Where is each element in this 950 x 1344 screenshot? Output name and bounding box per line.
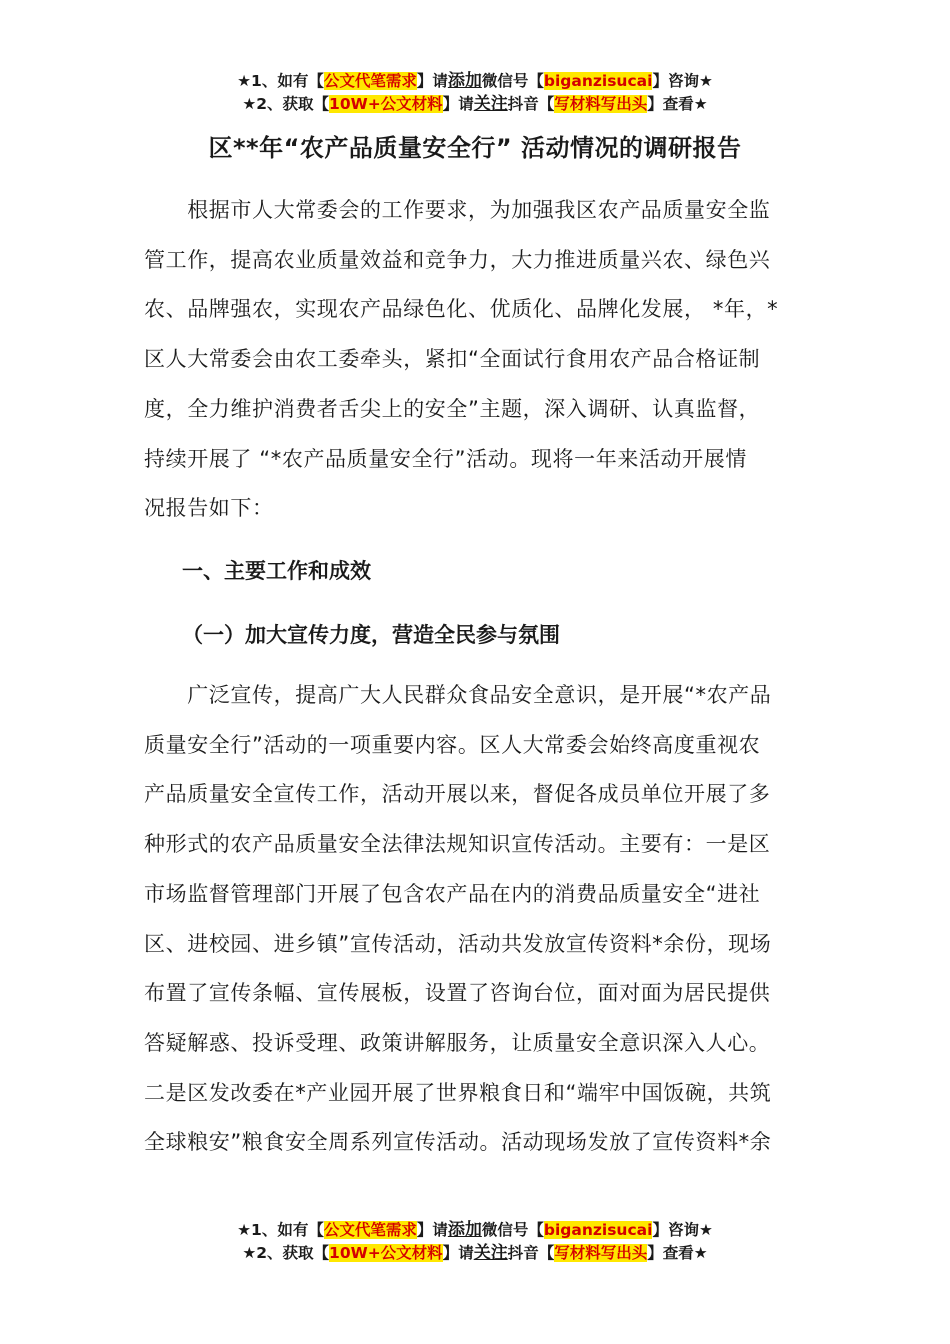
paragraph-publicity (144, 671, 808, 1168)
text-line: 质量安全行”活动的一项重要内容。区人大常委会始终高度重视农 (144, 732, 761, 757)
notice-line-1: ★1、如有【公文代笔需求】请添加微信号【biganzisucai】咨询★ (237, 1220, 713, 1240)
text-line: 度，全力维护消费者舌尖上的安全”主题，深入调研、认真监督， (144, 396, 761, 421)
section-heading: 一、主要工作和成效 (182, 559, 371, 583)
text-line: 全球粮安”粮食安全周系列宣传活动。活动现场发放了宣传资料*余 (144, 1130, 772, 1155)
text-line: 况报告如下： (144, 496, 274, 521)
wechat-id: biganzisucai (543, 1221, 653, 1239)
highlight-text: 10W+公文材料 (329, 1244, 443, 1262)
wechat-id: biganzisucai (543, 72, 653, 90)
document-title: 区**年“农产品质量安全行” 活动情况的调研报告 (208, 134, 742, 162)
text-line: 种形式的农产品质量安全法律法规知识宣传活动。主要有：一是区 (144, 832, 771, 857)
header-notice (0, 70, 950, 116)
notice-line-1: ★1、如有【公文代笔需求】请添加微信号【biganzisucai】咨询★ (237, 71, 713, 91)
paragraph-intro (144, 186, 808, 534)
text-line: 区、进校园、进乡镇”宣传活动，活动共发放宣传资料*余份，现场 (144, 931, 772, 956)
text-line: 布置了宣传条幅、宣传展板，设置了咨询台位，面对面为居民提供 (144, 981, 771, 1006)
text-line: 广泛宣传，提高广大人民群众食品安全意识，是开展“*农产品 (144, 683, 772, 707)
douyin-account: 写材料写出头 (554, 1244, 648, 1262)
text-line: 根据市人大常委会的工作要求，为加强我区农产品质量安全监 (144, 198, 771, 222)
notice-line-2: ★2、获取【10W+公文材料】请关注抖音【写材料写出头】查看★ (242, 1243, 708, 1263)
text-line: 农、品牌强农，实现农产品绿色化、优质化、品牌化发展， *年，* (144, 297, 779, 322)
subsection-heading: （一）加大宣传力度，营造全民参与氛围 (182, 623, 560, 647)
text-line: 二是区发改委在*产业园开展了世界粮食日和“端牢中国饭碗，共筑 (144, 1080, 772, 1105)
text-line: 管工作，提高农业质量效益和竞争力，大力推进质量兴农、绿色兴 (144, 247, 771, 272)
highlight-text: 公文代笔需求 (323, 72, 417, 90)
text-line: 产品质量安全宣传工作，活动开展以来，督促各成员单位开展了多 (144, 782, 771, 807)
text-line: 持续开展了 “*农产品质量安全行”活动。现将一年来活动开展情 (144, 446, 747, 471)
footer-notice (0, 1219, 950, 1265)
text-line: 区人大常委会由农工委牵头，紧扣“全面试行食用农产品合格证制 (144, 347, 761, 372)
text-line: 答疑解惑、投诉受理、政策讲解服务，让质量安全意识深入人心。 (144, 1030, 771, 1055)
text-line: 市场监督管理部门开展了包含农产品在内的消费品质量安全“进社 (144, 881, 761, 906)
highlight-text: 10W+公文材料 (329, 95, 443, 113)
douyin-account: 写材料写出头 (554, 95, 648, 113)
highlight-text: 公文代笔需求 (323, 1221, 417, 1239)
notice-line-2: ★2、获取【10W+公文材料】请关注抖音【写材料写出头】查看★ (242, 94, 708, 114)
